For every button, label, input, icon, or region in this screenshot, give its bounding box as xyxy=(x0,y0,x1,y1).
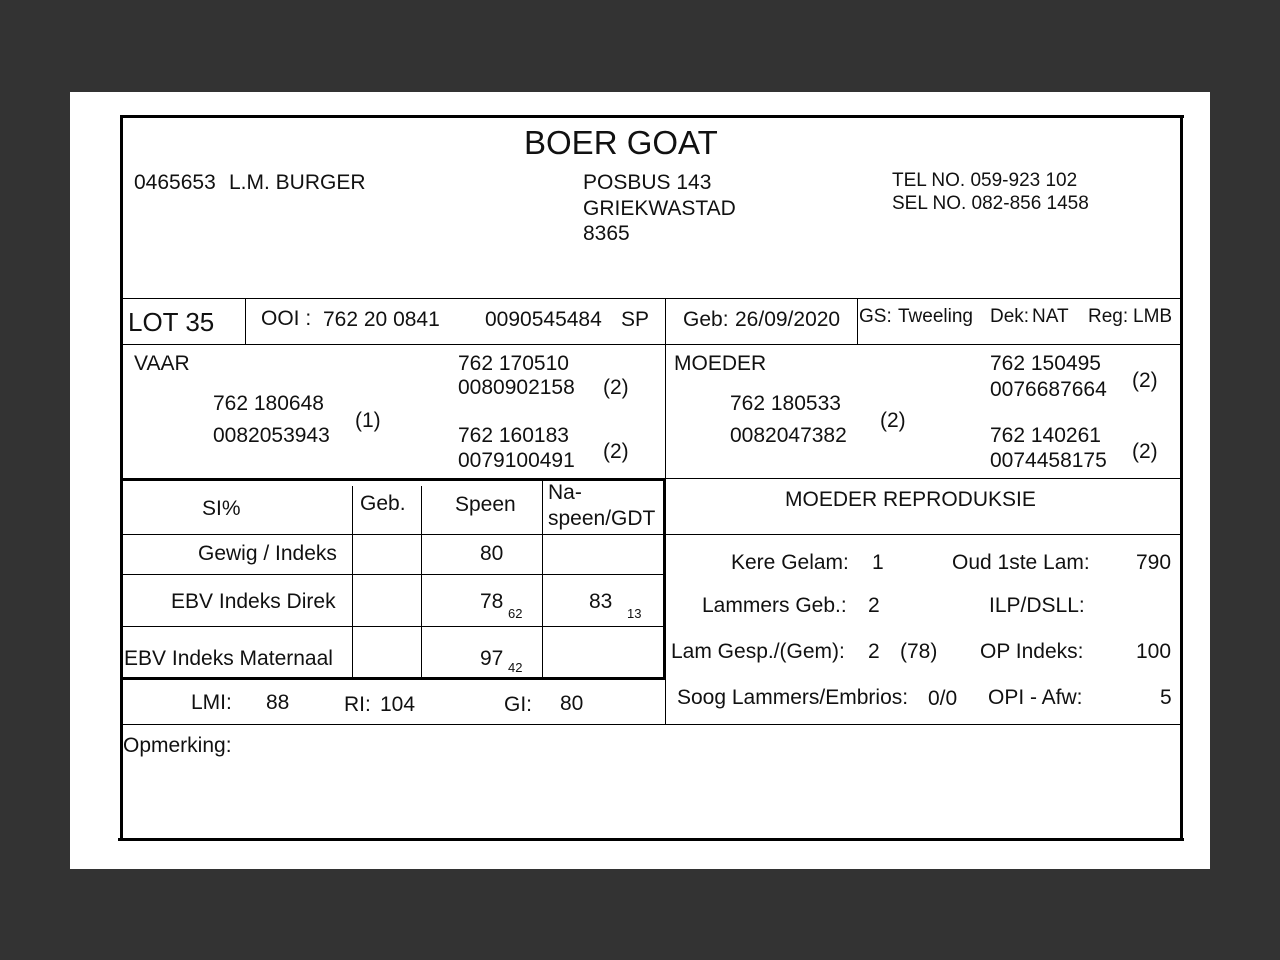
address-line-3: 8365 xyxy=(583,222,630,245)
breeder-name: L.M. BURGER xyxy=(229,171,366,194)
ooi-number: 762 20 0841 xyxy=(323,308,440,331)
col-header-naspeen-2: speen/GDT xyxy=(548,507,656,530)
ooi-label: OOI : xyxy=(261,307,312,330)
sire-sire-id: 0080902158 xyxy=(458,376,575,399)
sire-grade: (1) xyxy=(355,409,381,432)
perf-table-right xyxy=(663,480,666,679)
maternaal-speen-value: 97 xyxy=(480,647,504,670)
sire-dam-id: 0079100491 xyxy=(458,449,575,472)
divider-animal xyxy=(122,344,1180,345)
sire-sire-grade: (2) xyxy=(603,376,629,399)
gi-value: 80 xyxy=(560,692,584,715)
direk-speen-accuracy: 62 xyxy=(508,606,523,621)
row-label-ebv-direk: EBV Indeks Direk xyxy=(171,590,336,613)
dam-sire-number: 762 150495 xyxy=(990,352,1101,375)
lam-gesp-label: Lam Gesp./(Gem): xyxy=(671,640,845,663)
breeder-id: 0465653 xyxy=(134,171,216,194)
divider-pedigree-mid xyxy=(665,344,666,480)
gs-value: Tweeling xyxy=(898,306,973,327)
address-line-2: GRIEKWASTAD xyxy=(583,197,736,220)
perf-row-line-1 xyxy=(122,534,665,535)
col-header-naspeen-1: Na- xyxy=(548,481,582,504)
sire-number: 762 180648 xyxy=(213,392,324,415)
border-right xyxy=(1180,115,1183,839)
animal-id: 0090545484 xyxy=(485,308,602,331)
dam-number: 762 180533 xyxy=(730,392,841,415)
gi-label: GI: xyxy=(504,693,533,716)
birth-date: 26/09/2020 xyxy=(735,308,841,331)
gs-label: GS: xyxy=(859,306,892,327)
sire-sire-number: 762 170510 xyxy=(458,352,569,375)
sire-label: VAAR xyxy=(134,352,190,375)
divider-pedigree-right xyxy=(665,478,1180,479)
divider-geb xyxy=(665,298,666,344)
reg-label: Reg: xyxy=(1088,306,1129,327)
dam-dam-number: 762 140261 xyxy=(990,424,1101,447)
divider-pedigree-left xyxy=(120,478,666,481)
geb-label: Geb: xyxy=(683,308,729,331)
soog-lammers-value: 0/0 xyxy=(928,687,958,710)
ri-label: RI: xyxy=(344,693,371,716)
op-indeks-value: 100 xyxy=(1136,640,1172,663)
row-label-ebv-maternaal: EBV Indeks Maternaal xyxy=(124,647,333,670)
perf-row-line-3 xyxy=(122,626,665,627)
reproduction-title: MOEDER REPRODUKSIE xyxy=(785,488,1036,511)
opi-afw-value: 5 xyxy=(1160,686,1172,709)
perf-row-line-4 xyxy=(120,677,666,680)
soog-lammers-label: Soog Lammers/Embrios: xyxy=(677,686,909,709)
divider-header xyxy=(122,298,1180,299)
sel-number: SEL NO. 082-856 1458 xyxy=(892,193,1089,214)
dam-id: 0082047382 xyxy=(730,424,847,447)
lam-gesp-value: 2 xyxy=(868,640,880,663)
op-indeks-label: OP Indeks: xyxy=(980,640,1084,663)
ri-value: 104 xyxy=(380,693,416,716)
direk-naspeen-value: 83 xyxy=(589,590,613,613)
lammers-geb-value: 2 xyxy=(868,594,880,617)
ilp-dsll-label: ILP/DSLL: xyxy=(989,594,1085,617)
oud-1ste-lam-label: Oud 1ste Lam: xyxy=(952,551,1090,574)
lot-number: LOT 35 xyxy=(128,307,215,337)
divider-lot xyxy=(245,298,246,344)
animal-grade: SP xyxy=(621,308,650,331)
reg-value: LMB xyxy=(1133,306,1173,327)
dam-label: MOEDER xyxy=(674,352,767,375)
gewig-speen-value: 80 xyxy=(480,542,504,565)
lmi-label: LMI: xyxy=(191,691,232,714)
col-header-geb: Geb. xyxy=(360,492,406,515)
tel-number: TEL NO. 059-923 102 xyxy=(892,170,1078,191)
opi-afw-label: OPI - Afw: xyxy=(988,686,1083,709)
lammers-geb-label: Lammers Geb.: xyxy=(702,594,847,617)
sire-dam-number: 762 160183 xyxy=(458,424,569,447)
dam-dam-id: 0074458175 xyxy=(990,449,1107,472)
border-bottom xyxy=(118,838,1184,841)
dam-sire-grade: (2) xyxy=(1132,369,1158,392)
address-line-1: POSBUS 143 xyxy=(583,171,712,194)
sire-dam-grade: (2) xyxy=(603,440,629,463)
perf-col-line-2 xyxy=(421,486,422,678)
dam-dam-grade: (2) xyxy=(1132,440,1158,463)
oud-1ste-lam-value: 790 xyxy=(1136,551,1172,574)
sire-id: 0082053943 xyxy=(213,424,330,447)
col-header-si: SI% xyxy=(202,497,241,520)
dam-sire-id: 0076687664 xyxy=(990,378,1107,401)
dam-grade: (2) xyxy=(880,409,906,432)
dek-value: NAT xyxy=(1032,306,1069,327)
kere-gelam-label: Kere Gelam: xyxy=(731,551,849,574)
kere-gelam-value: 1 xyxy=(872,551,884,574)
divider-remarks xyxy=(122,724,1180,725)
perf-row-line-2 xyxy=(122,574,665,575)
border-left xyxy=(120,115,123,839)
border-top xyxy=(120,115,1184,118)
divider-gs xyxy=(857,298,858,344)
row-label-gewig: Gewig / Indeks xyxy=(198,542,337,565)
perf-col-line-1 xyxy=(352,486,353,678)
remarks-label: Opmerking: xyxy=(123,734,232,757)
lam-gesp-gem: (78) xyxy=(900,640,938,663)
col-header-speen: Speen xyxy=(455,493,516,516)
direk-naspeen-accuracy: 13 xyxy=(627,606,642,621)
maternaal-speen-accuracy: 42 xyxy=(508,660,523,675)
document-title: BOER GOAT xyxy=(524,124,718,161)
dek-label: Dek: xyxy=(990,306,1030,327)
divider-repro-title xyxy=(665,534,1180,535)
direk-speen-value: 78 xyxy=(480,590,504,613)
perf-col-line-3 xyxy=(542,480,543,678)
lmi-value: 88 xyxy=(266,691,290,714)
